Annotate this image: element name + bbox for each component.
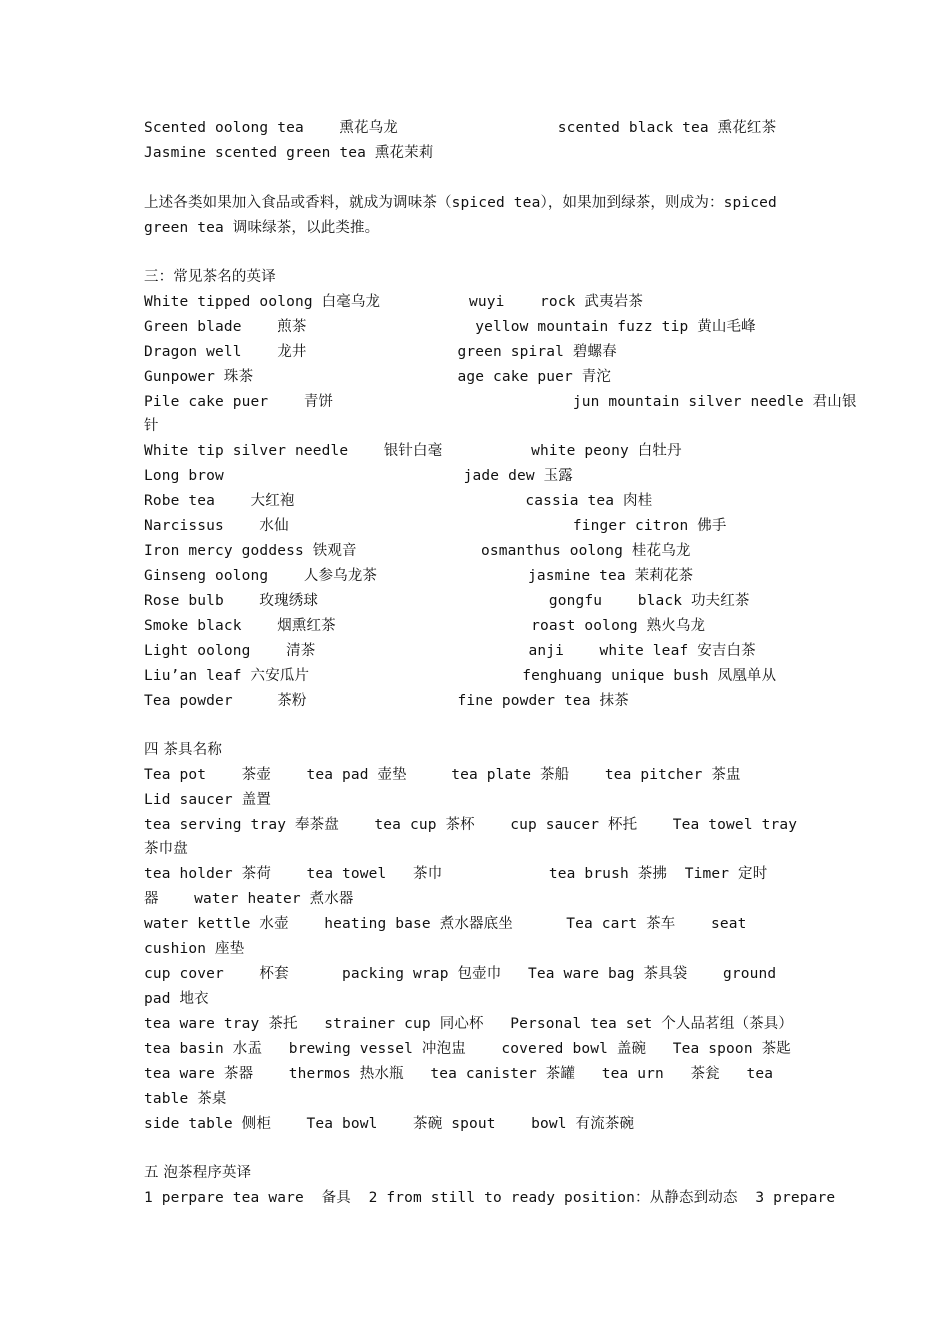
- text-line: cushion 座垫: [144, 941, 245, 957]
- text-line: Green blade 煎茶 yellow mountain fuzz tip 黄山毛峰: [144, 319, 756, 335]
- text-line: tea ware tray 茶托 strainer cup 同心杯 Personal tea set 个人品茗组（茶具）: [144, 1016, 794, 1032]
- text-line: tea serving tray 奉茶盘 tea cup 茶杯 cup saucer 杯托 Tea towel tray: [144, 817, 798, 833]
- text-line: Gunpower 珠茶 age cake puer 青沱: [144, 369, 612, 385]
- text-line: 1 perpare tea ware 备具 2 from still to ready position：从静态到动态 3 prepare: [144, 1190, 836, 1206]
- text-line: pad 地衣: [144, 991, 209, 1007]
- section-heading: 五 泡茶程序英译: [144, 1165, 252, 1181]
- text-line: Rose bulb 玫瑰绣球 gongfu black 功夫红茶: [144, 593, 750, 609]
- text-line: Iron mercy goddess 铁观音 osmanthus oolong 桂花乌龙: [144, 543, 691, 559]
- text-line: 针: [144, 418, 159, 434]
- text-line: Smoke black 烟熏红茶 roast oolong 熟火乌龙: [144, 618, 706, 634]
- text-line: Lid saucer 盖置: [144, 792, 271, 808]
- text-line: Scented oolong tea 熏花乌龙 scented black tea 熏花红茶: [144, 120, 777, 136]
- section-heading: 三：常见茶名的英译: [144, 269, 276, 285]
- text-line: cup cover 杯套 packing wrap 包壶巾 Tea ware bag 茶具袋 ground: [144, 966, 777, 982]
- text-line: Liu’an leaf 六安瓜片 fenghuang unique bush 凤凰单从: [144, 668, 777, 684]
- text-line: Robe tea 大红袍 cassia tea 肉桂: [144, 493, 653, 509]
- text-line: Ginseng oolong 人参乌龙茶 jasmine tea 茉莉花茶: [144, 568, 694, 584]
- text-line: Light oolong 清茶 anji white leaf 安吉白茶: [144, 643, 756, 659]
- text-line: side table 侧柜 Tea bowl 茶碗 spout bowl 有流茶碗: [144, 1116, 635, 1132]
- text-line: tea ware 茶器 thermos 热水瓶 tea canister 茶罐 tea urn 茶瓮 tea: [144, 1066, 774, 1082]
- text-line: tea holder 茶荷 tea towel 茶巾 tea brush 茶拂 Timer 定时: [144, 866, 768, 882]
- text-line: 上述各类如果加入食品或香料，就成为调味茶（spiced tea），如果加到绿茶，则成为：spiced: [144, 195, 777, 211]
- text-line: Jasmine scented green tea 熏花茉莉: [144, 145, 434, 161]
- text-line: Long brow jade dew 玉露: [144, 468, 573, 484]
- text-line: tea basin 水盂 brewing vessel 冲泡盅 covered bowl 盖碗 Tea spoon 茶匙: [144, 1041, 791, 1057]
- text-line: White tipped oolong 白毫乌龙 wuyi rock 武夷岩茶: [144, 294, 644, 310]
- text-line: Narcissus 水仙 finger citron 佛手: [144, 518, 727, 534]
- text-line: 茶巾盘: [144, 841, 188, 857]
- text-line: Pile cake puer 青饼 jun mountain silver needle 君山银: [144, 394, 857, 410]
- text-line: White tip silver needle 银针白毫 white peony 白牡丹: [144, 443, 682, 459]
- section-heading: 四 茶具名称: [144, 742, 223, 758]
- text-line: green tea 调味绿茶，以此类推。: [144, 220, 380, 236]
- text-line: Tea pot 茶壶 tea pad 壶垫 tea plate 茶船 tea pitcher 茶盅: [144, 767, 741, 783]
- text-line: Dragon well 龙井 green spiral 碧螺春: [144, 344, 617, 360]
- text-line: Tea powder 茶粉 fine powder tea 抹茶: [144, 693, 629, 709]
- text-line: water kettle 水壶 heating base 煮水器底坐 Tea cart 茶车 seat: [144, 916, 747, 932]
- text-line: 器 water heater 煮水器: [144, 891, 354, 907]
- text-line: table 茶桌: [144, 1091, 227, 1107]
